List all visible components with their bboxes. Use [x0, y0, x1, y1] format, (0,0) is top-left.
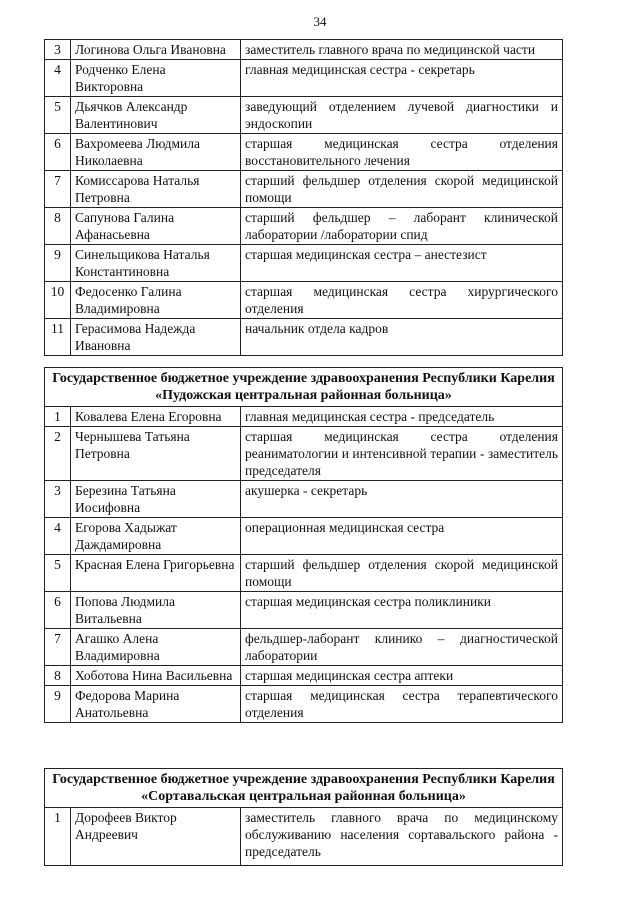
table-row: [45, 629, 563, 666]
row-number: 4: [45, 518, 71, 555]
person-role: старшая медицинская сестра аптеки: [241, 666, 563, 686]
person-role: главная медицинская сестра - секретарь: [241, 60, 563, 97]
person-role: заместитель главного врача по медицинскому обслуживанию населения сортавальского района - председатель: [241, 808, 563, 866]
person-role: старшая медицинская сестра поликлиники: [241, 592, 563, 629]
person-role: фельдшер-лаборант клинико – диагностической лаборатории: [241, 629, 563, 666]
person-role: операционная медицинская сестра: [241, 518, 563, 555]
person-role: начальник отдела кадров: [241, 319, 563, 356]
section-header: Государственное бюджетное учреждение здравоохранения Республики Карелия «Сортавальская центральная районная больница»: [45, 769, 563, 808]
section-header: Государственное бюджетное учреждение здравоохранения Республики Карелия «Пудожская центральная районная больница»: [45, 368, 563, 407]
person-role: акушерка - секретарь: [241, 481, 563, 518]
staff-table-body: [45, 40, 563, 356]
person-name: Федорова Марина Анатольевна: [71, 686, 241, 723]
person-name: Красная Елена Григорьевна: [71, 555, 241, 592]
person-name: Хоботова Нина Васильевна: [71, 666, 241, 686]
person-role: старший фельдшер – лаборант клинической лаборатории /лаборатории спид: [241, 208, 563, 245]
person-name: Синельщикова Наталья Константиновна: [71, 245, 241, 282]
person-role: старшая медицинская сестра отделения реаниматологии и интенсивной терапии - заместитель председателя: [241, 427, 563, 481]
person-role: главная медицинская сестра - председатель: [241, 407, 563, 427]
person-name: Ковалева Елена Егоровна: [71, 407, 241, 427]
row-number: 6: [45, 592, 71, 629]
person-name: Дорофеев Виктор Андреевич: [71, 808, 241, 866]
person-role: старшая медицинская сестра отделения восстановительного лечения: [241, 134, 563, 171]
person-name: Дьячков Александр Валентинович: [71, 97, 241, 134]
page-number: 34: [313, 14, 327, 29]
person-name: Попова Людмила Витальевна: [71, 592, 241, 629]
person-name: Герасимова Надежда Ивановна: [71, 319, 241, 356]
table-row: [45, 319, 563, 356]
person-name: Березина Татьяна Иосифовна: [71, 481, 241, 518]
staff-table-pudozh: [44, 367, 563, 723]
row-number: 3: [45, 40, 71, 60]
row-number: 7: [45, 171, 71, 208]
row-number: 3: [45, 481, 71, 518]
row-number: 4: [45, 60, 71, 97]
table-row: [45, 555, 563, 592]
section-header-row: [45, 368, 563, 407]
person-name: Комиссарова Наталья Петровна: [71, 171, 241, 208]
person-role: старшая медицинская сестра хирургического отделения: [241, 282, 563, 319]
table-row: [45, 427, 563, 481]
staff-table-1: [44, 39, 563, 356]
person-role: заведующий отделением лучевой диагностики и эндоскопии: [241, 97, 563, 134]
person-name: Чернышева Татьяна Петровна: [71, 427, 241, 481]
person-role: заместитель главного врача по медицинской части: [241, 40, 563, 60]
person-name: Родченко Елена Викторовна: [71, 60, 241, 97]
person-name: Вахромеева Людмила Николаевна: [71, 134, 241, 171]
table-row: [45, 686, 563, 723]
table-row: [45, 40, 563, 60]
row-number: 2: [45, 427, 71, 481]
staff-table-body: [45, 808, 563, 866]
row-number: 1: [45, 407, 71, 427]
person-name: Логинова Ольга Ивановна: [71, 40, 241, 60]
table-row: [45, 97, 563, 134]
person-name: Егорова Хадыжат Даждамировна: [71, 518, 241, 555]
person-name: Сапунова Галина Афанасьевна: [71, 208, 241, 245]
row-number: 5: [45, 97, 71, 134]
table-row: [45, 407, 563, 427]
staff-table-sortavala: [44, 768, 563, 866]
table-row: [45, 171, 563, 208]
staff-table-body: [45, 407, 563, 723]
table-row: [45, 134, 563, 171]
table-row: [45, 592, 563, 629]
table-row: [45, 208, 563, 245]
person-role: старшая медицинская сестра терапевтического отделения: [241, 686, 563, 723]
person-role: старший фельдшер отделения скорой медицинской помощи: [241, 171, 563, 208]
table-row: [45, 282, 563, 319]
person-role: старший фельдшер отделения скорой медицинской помощи: [241, 555, 563, 592]
person-name: Агашко Алена Владимировна: [71, 629, 241, 666]
person-name: Федосенко Галина Владимировна: [71, 282, 241, 319]
table-row: [45, 481, 563, 518]
row-number: 7: [45, 629, 71, 666]
row-number: 9: [45, 245, 71, 282]
table-row: [45, 518, 563, 555]
row-number: 8: [45, 666, 71, 686]
table-row: [45, 808, 563, 866]
table-row: [45, 666, 563, 686]
row-number: 5: [45, 555, 71, 592]
row-number: 6: [45, 134, 71, 171]
row-number: 1: [45, 808, 71, 866]
person-role: старшая медицинская сестра – анестезист: [241, 245, 563, 282]
row-number: 8: [45, 208, 71, 245]
section-header-row: [45, 769, 563, 808]
table-row: [45, 245, 563, 282]
table-row: [45, 60, 563, 97]
row-number: 10: [45, 282, 71, 319]
row-number: 9: [45, 686, 71, 723]
row-number: 11: [45, 319, 71, 356]
